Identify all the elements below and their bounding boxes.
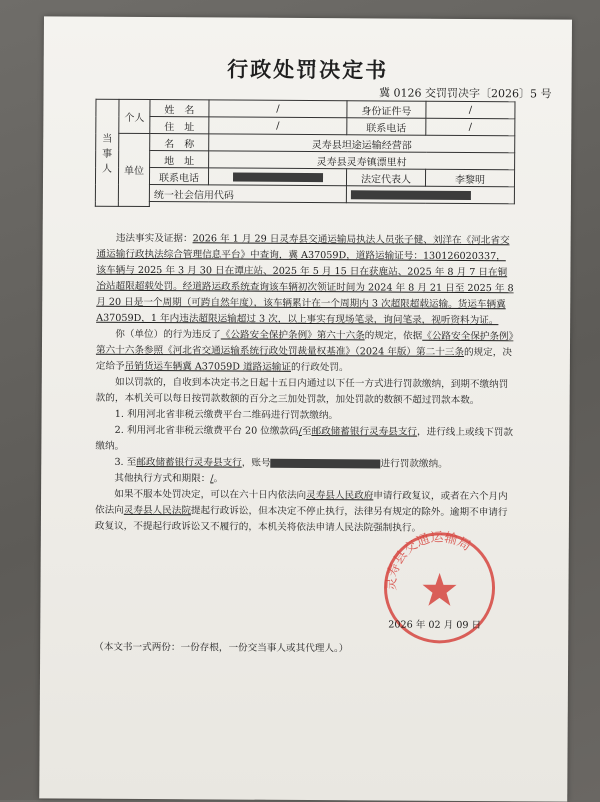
decision-c: 的规定，依据 [364,330,423,342]
opt3-a: 3. 至 [114,456,137,468]
decision-b: 《公路安全保护条例》第六十六条 [220,329,365,342]
redacted-credit-code [351,190,471,200]
unit-address-value: 灵寿县灵寿镇漂里村 [209,151,515,170]
id-label: 身份证件号 [347,101,426,118]
document-page [39,16,572,801]
credit-code-label: 统一社会信用代码 [149,185,346,203]
footer-note: （本文书一式两份：一份存根，一份交当事人或其代理人。） [94,641,349,655]
payment-option-2 [95,423,513,458]
document-body [95,231,515,538]
facts-label: 违法事实及证据： [115,232,193,245]
opt2-a: 2. 利用河北省非税云缴费平台 20 位缴款码 [114,424,299,437]
opt2-c: 至 [301,425,312,438]
decision-g: 的行政处罚。 [290,361,349,374]
party-info-table [95,99,516,209]
unit-phone-label: 联系电话 [149,168,208,185]
unit-name-value: 灵寿县坦途运输经营部 [209,134,515,153]
unit-name-label: 名 称 [150,134,209,151]
appeal-c: 申请行政复议，或者在六个月内依法向 [94,490,508,516]
legal-rep-value: 李黎明 [425,169,514,187]
document-number: 冀 0126 交罚罚决字〔2026〕5 号 [379,86,552,101]
redacted-account [271,459,381,469]
name-label: 姓 名 [150,100,209,117]
decision-e: 的规定，决定给予 [95,346,513,372]
svg-text:灵寿县交通运输局 [384,529,473,591]
issue-date: 2026 年 02 月 09 日 [388,619,482,632]
other-b: / [210,473,214,485]
opt2-b: / [298,425,302,437]
opt3-d: 进行罚款缴纳。 [380,458,448,470]
payment-instructions: 如以罚款的，自收到本决定书之日起十五日内通过以下任一方式进行罚款缴纳，到期不缴纳罚款的，本机关可以每日按罚款数额的百分之三加处罚款，加处罚款的数额不超过罚款本数。 [95,376,509,407]
payment-option-1: 1. 利用河北省非税云缴费平台二维码进行罚款缴纳。 [114,408,339,422]
appeal-a: 如果不服本处罚决定，可以在六十日内依法向 [114,488,307,501]
unit-phone-value [208,168,346,186]
table-spacer [149,202,514,209]
phone-value: / [426,118,515,136]
appeal-e: 提起行政诉讼，但本决定不停止执行，法律另有规定的除外。逾期不申请行政复议，不提起行政诉讼又不履行的，本机关将依法申请人民法院强制执行。 [94,505,508,534]
name-value: / [209,100,347,118]
other-a: 其他执行方式和期限： [114,472,211,485]
decision-d: 《公路安全保护条例》第六十六条参照《河北省交通运输系统行政处罚裁量权基准》（2024 年版）第二十三条 [95,330,514,358]
opt2-e: ，进行线上或线下罚款缴纳。 [95,426,514,452]
seal-text: 灵寿县交通运输局 [384,530,474,591]
address-label: 住 址 [150,117,209,134]
decision-paragraph [96,327,514,378]
document-title: 行政处罚决定书 [227,56,389,83]
credit-code-value [346,186,514,204]
individual-label: 个人 [119,99,150,133]
other-c: 。 [213,473,224,485]
violation-facts [96,231,515,330]
decision-a: 你（单位）的行为违反了 [115,328,221,341]
appeal-b: 灵寿县人民政府 [306,489,374,502]
redacted-phone [233,172,323,182]
decision-f: 吊销货运车辆冀 A37059D 道路运输证 [124,360,292,373]
unit-label: 单位 [118,133,149,206]
unit-address-label: 地 址 [150,151,209,168]
party-label: 当事人 [95,99,119,206]
id-value: / [426,101,515,119]
address-value: / [209,117,347,135]
legal-rep-label: 法定代表人 [346,169,425,186]
appeal-d: 灵寿县人民法院 [123,504,191,517]
opt2-d: 邮政储蓄银行灵寿县支行 [311,426,418,438]
opt3-c: ，账号 [241,457,271,469]
opt3-b: 邮政储蓄银行灵寿县支行 [136,456,242,469]
phone-label: 联系电话 [347,118,426,135]
facts-text: 2026 年 1 月 29 日灵寿县交通运输局执法人员张子健、刘洋在《河北省交通运输行政执法综合管理信息平台》中查询，冀 A37059D，道路运输证号：130126020337，该车辆与 2025 年 3 月 30 日在谭庄站、2025 年 5 月 15 日在获鹿站、2025 年 8 月 7 日在铜冶站超限超载处罚。经道路运政系统查询该车辆初次领证时间为 2024 年 8 月 21 日至 2025 年 8 月 20 日是一个周期（可跨自然年度），该车辆累计在一个周期内 3 次超限超载运输。货运车辆冀 A37059D，1 年内违法超限运输超过 3 次，以上事实有现场笔录，询问笔录，视听资料为证。 [96,233,514,327]
